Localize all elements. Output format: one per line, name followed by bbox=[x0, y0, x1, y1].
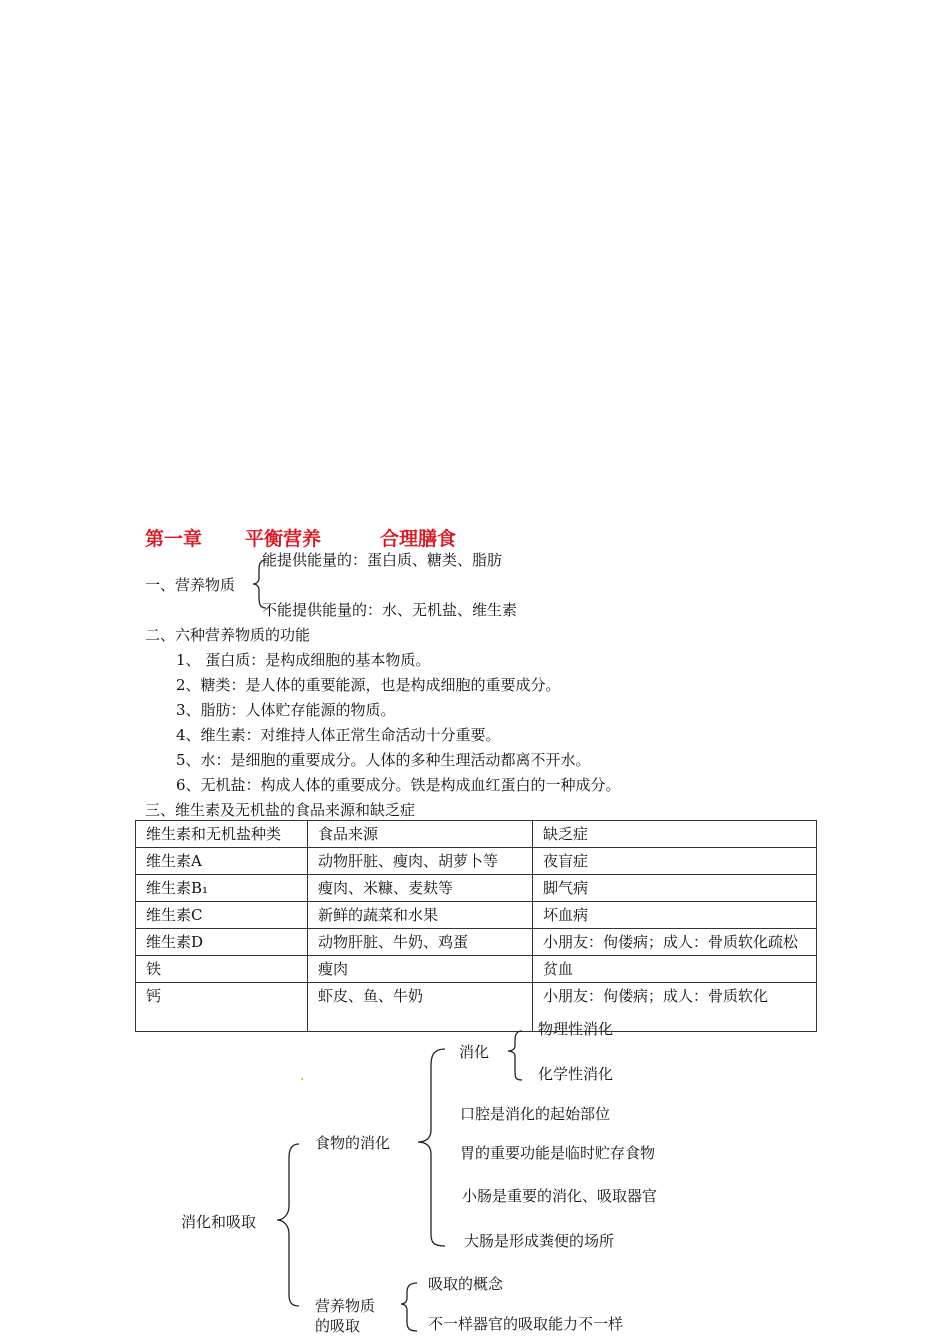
table-cell: 虾皮、鱼、牛奶 bbox=[308, 983, 533, 1032]
absorption-difference: 不一样器官的吸取能力不一样 bbox=[428, 1315, 624, 1333]
stomach-fact: 胃的重要功能是临时贮存食物 bbox=[460, 1144, 656, 1162]
table-cell: 夜盲症 bbox=[533, 848, 817, 875]
absorption-node-line2: 的吸取 bbox=[315, 1317, 361, 1335]
function-item: 6、无机盐：构成人体的重要成分。铁是构成血红蛋白的一种成分。 bbox=[176, 776, 621, 794]
function-item: 5、水：是细胞的重要成分。人体的多种生理活动都离不开水。 bbox=[176, 751, 591, 769]
table-header: 维生素和无机盐种类 bbox=[136, 821, 308, 848]
root-node: 消化和吸取 bbox=[181, 1213, 257, 1231]
table-cell: 贫血 bbox=[533, 956, 817, 983]
chapter-number: 第一章 bbox=[145, 528, 203, 550]
energy-nutrients: 能提供能量的：蛋白质、糖类、脂肪 bbox=[262, 551, 503, 569]
table-cell: 小朋友：佝偻病；成人：骨质软化 bbox=[533, 983, 817, 1032]
large-intestine-fact: 大肠是形成粪便的场所 bbox=[464, 1232, 615, 1250]
table-cell: 铁 bbox=[136, 956, 308, 983]
table-cell: 动物肝脏、瘦肉、胡萝卜等 bbox=[308, 848, 533, 875]
absorption-concept: 吸取的概念 bbox=[428, 1275, 504, 1293]
section1-heading: 一、营养物质 bbox=[145, 576, 236, 594]
function-item: 4、维生素：对维持人体正常生命活动十分重要。 bbox=[176, 726, 501, 744]
table-cell: 维生素C bbox=[136, 902, 308, 929]
physical-digestion: 物理性消化 bbox=[538, 1020, 614, 1038]
food-digestion-node: 食物的消化 bbox=[315, 1134, 391, 1152]
table-cell: 钙 bbox=[136, 983, 308, 1032]
digestion-node: 消化 bbox=[459, 1043, 490, 1061]
table-cell: 瘦肉、米糠、麦麸等 bbox=[308, 875, 533, 902]
section2-heading: 二、六种营养物质的功能 bbox=[145, 626, 311, 644]
chemical-digestion: 化学性消化 bbox=[538, 1065, 614, 1083]
table-cell: 新鲜的蔬菜和水果 bbox=[308, 902, 533, 929]
mouth-fact: 口腔是消化的起始部位 bbox=[460, 1105, 611, 1123]
title-part-2: 合理膳食 bbox=[380, 528, 457, 550]
function-item: 2、糖类：是人体的重要能源，也是构成细胞的重要成分。 bbox=[176, 676, 561, 694]
table-cell: 瘦肉 bbox=[308, 956, 533, 983]
table-cell: 维生素A bbox=[136, 848, 308, 875]
function-item: 3、脂肪：人体贮存能源的物质。 bbox=[176, 701, 396, 719]
table-cell: 维生素B₁ bbox=[136, 875, 308, 902]
table-cell: 动物肝脏、牛奶、鸡蛋 bbox=[308, 929, 533, 956]
table-cell: 坏血病 bbox=[533, 902, 817, 929]
table-cell: 脚气病 bbox=[533, 875, 817, 902]
function-item: 1、 蛋白质：是构成细胞的基本物质。 bbox=[176, 651, 431, 669]
table-cell: 维生素D bbox=[136, 929, 308, 956]
title-part-1: 平衡营养 bbox=[245, 528, 322, 550]
section3-heading: 三、维生素及无机盐的食品来源和缺乏症 bbox=[145, 801, 416, 819]
table-header: 缺乏症 bbox=[533, 821, 817, 848]
table-header: 食品来源 bbox=[308, 821, 533, 848]
table-cell: 小朋友：佝偻病；成人：骨质软化疏松 bbox=[533, 929, 817, 956]
non-energy-nutrients: 不能提供能量的：水、无机盐、维生素 bbox=[262, 601, 518, 619]
absorption-node-line1: 营养物质 bbox=[315, 1297, 376, 1315]
small-intestine-fact: 小肠是重要的消化、吸取器官 bbox=[462, 1187, 658, 1205]
stray-dot-icon: · bbox=[300, 1072, 305, 1088]
